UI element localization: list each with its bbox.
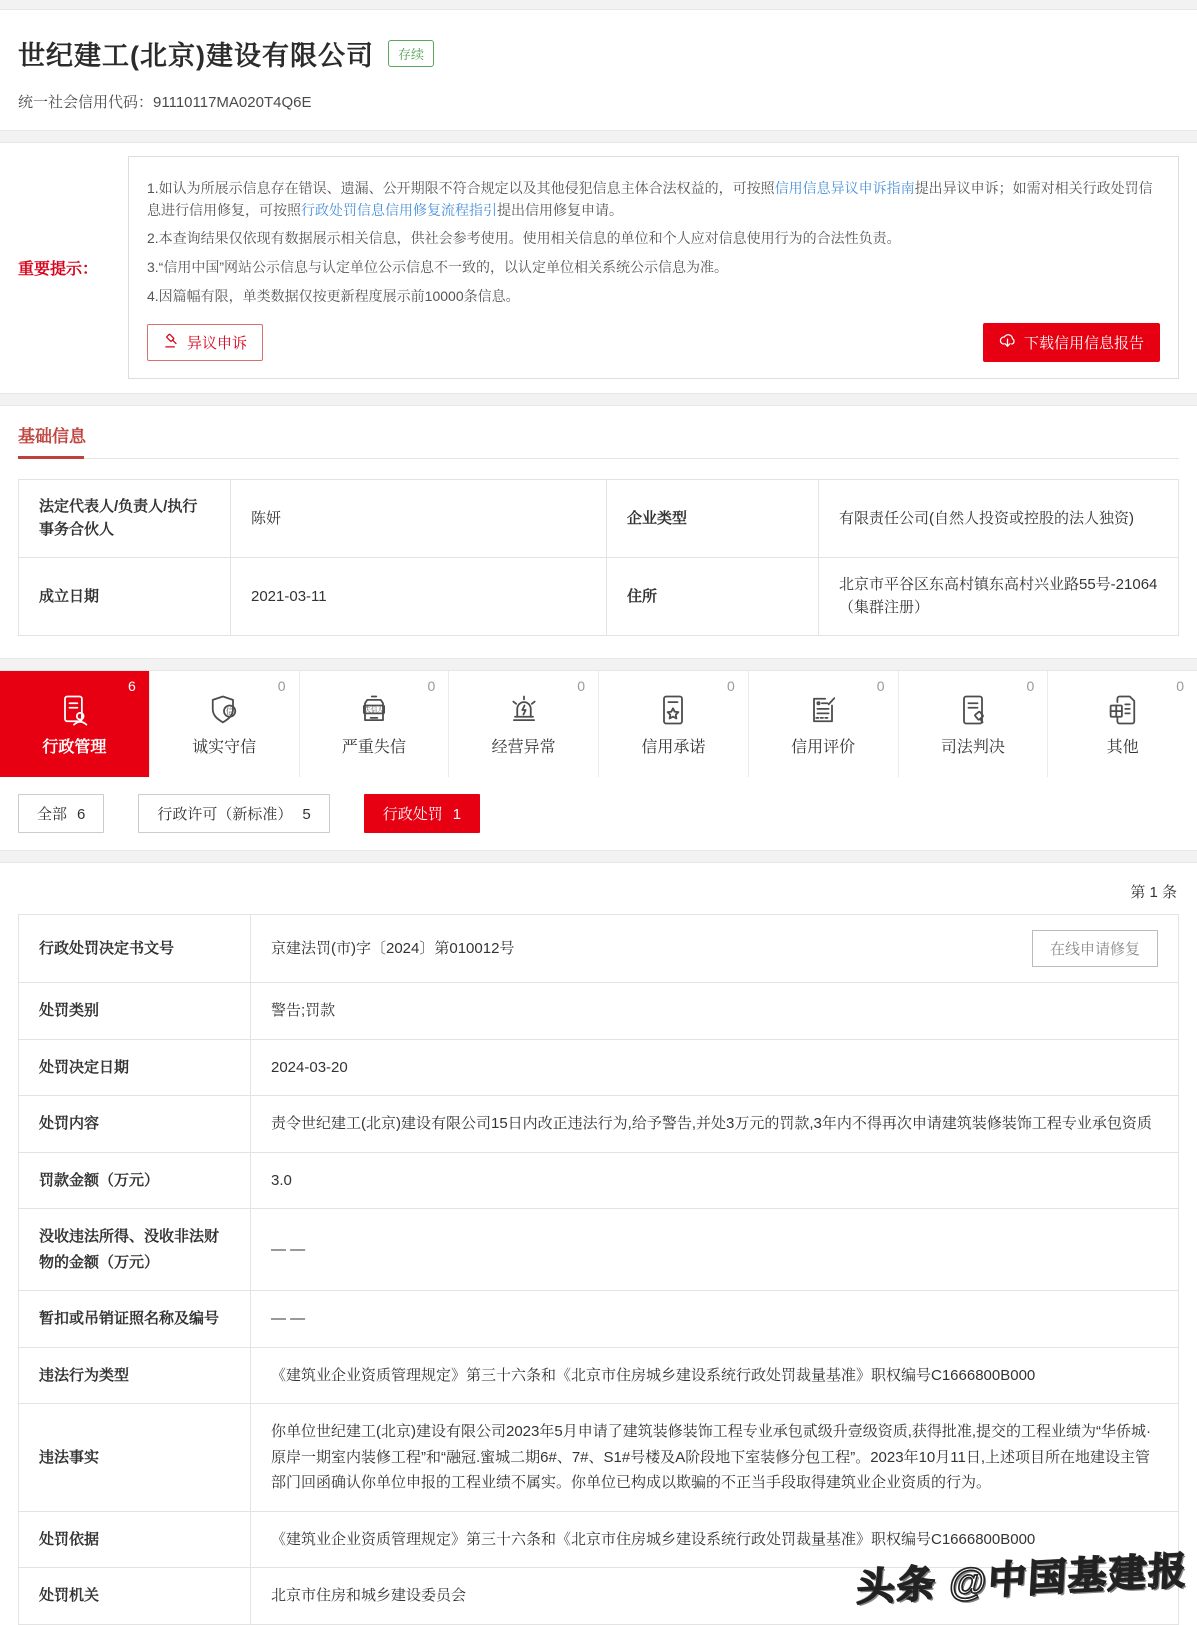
credit-code-value: 91110117MA020T4Q6E	[153, 94, 312, 111]
section-divider	[0, 850, 1197, 863]
table-row	[19, 1152, 1179, 1209]
tab-admin-management[interactable]	[0, 671, 150, 777]
online-repair-button[interactable]: 在线申请修复	[1032, 930, 1158, 967]
field-value: 北京市住房和城乡建设委员会	[251, 1568, 1179, 1625]
gavel-icon	[163, 332, 180, 353]
document-pencil-icon	[805, 691, 841, 729]
record-index: 第 1 条	[1130, 884, 1177, 902]
dishonest-list-icon	[356, 691, 392, 729]
field-label: 违法行为类型	[19, 1347, 251, 1404]
field-value: 2021-03-11	[231, 558, 607, 636]
tab-count: 0	[1176, 678, 1184, 695]
notice-item-3: 3.“信用中国”网站公示信息与认定单位公示信息不一致的，以认定单位相关系统公示信息为准。	[147, 259, 728, 276]
table-row	[19, 1511, 1179, 1568]
credit-code-line	[18, 91, 1179, 112]
field-value: 《建筑业企业资质管理规定》第三十六条和《北京市住房城乡建设系统行政处罚裁量基准》职权编号C1666800B000	[251, 1347, 1179, 1404]
status-badge: 存续	[388, 40, 434, 67]
download-report-button[interactable]	[983, 323, 1160, 362]
record-filters	[0, 777, 1197, 850]
field-label: 没收违法所得、没收非法财物的金额（万元）	[19, 1209, 251, 1291]
field-label: 处罚机关	[19, 1568, 251, 1625]
filter-label: 全部	[37, 806, 68, 824]
tab-label: 严重失信	[341, 739, 406, 757]
svg-text:信: 信	[225, 707, 234, 717]
filter-admin-license-button[interactable]	[138, 794, 329, 833]
filter-admin-penalty-button[interactable]	[364, 794, 480, 833]
field-label: 处罚内容	[19, 1096, 251, 1153]
table-row	[19, 915, 1179, 983]
field-label: 成立日期	[19, 558, 231, 636]
field-label: 处罚决定日期	[19, 1039, 251, 1096]
penalty-doc-number: 京建法罚(市)字〔2024〕第010012号	[271, 940, 515, 958]
page-title: 世纪建工(北京)建设有限公司	[18, 41, 374, 71]
appeal-guide-link[interactable]: 信用信息异议申诉指南	[774, 180, 915, 196]
tab-label: 其他	[1106, 739, 1139, 757]
field-label: 暂扣或吊销证照名称及编号	[19, 1291, 251, 1348]
filter-label: 行政许可（新标准）	[157, 806, 293, 824]
field-value	[251, 915, 1179, 983]
notice-text: 1.如认为所展示信息存在错误、遗漏、公开期限不符合规定以及其他侵犯信息主体合法权益的，可按照	[147, 180, 775, 196]
table-row	[19, 1568, 1179, 1625]
appeal-button[interactable]	[147, 324, 263, 361]
tab-label: 信用评价	[791, 739, 856, 757]
field-value: 《建筑业企业资质管理规定》第三十六条和《北京市住房城乡建设系统行政处罚裁量基准》职权编号C1666800B000	[251, 1511, 1179, 1568]
filter-count: 1	[452, 806, 462, 824]
filter-label: 行政处罚	[382, 806, 443, 824]
tab-count: 0	[427, 678, 436, 695]
notice-text: 提出信用修复申请。	[497, 201, 623, 218]
section-divider	[0, 658, 1197, 671]
tab-label: 经营异常	[491, 739, 556, 757]
field-value: — —	[251, 1209, 1179, 1291]
toutiao-watermark: 头条 @中国基建报	[856, 1550, 1190, 1610]
document-gavel-icon	[955, 691, 991, 729]
notice-label: 重要提示：	[18, 261, 99, 279]
field-value: 有限责任公司(自然人投资或控股的法人独资)	[819, 480, 1179, 558]
table-row	[19, 480, 1179, 558]
filter-all-button[interactable]	[18, 794, 104, 833]
table-row	[19, 1291, 1179, 1348]
tab-serious-dishonesty[interactable]	[300, 671, 450, 777]
category-tabs	[0, 671, 1197, 777]
shield-trust-icon	[206, 691, 242, 729]
notice-item-4: 4.因篇幅有限，单类数据仅按更新程度展示前10000条信息。	[147, 287, 520, 304]
field-label: 处罚类别	[19, 983, 251, 1040]
table-row	[19, 983, 1179, 1040]
table-row	[19, 1039, 1179, 1096]
basic-info-title: 基础信息	[18, 427, 86, 447]
alarm-siren-icon	[506, 691, 542, 729]
table-row	[19, 1404, 1179, 1512]
document-grid-icon	[1105, 691, 1141, 729]
title-underline	[18, 458, 1179, 459]
tab-label: 信用承诺	[641, 739, 706, 757]
field-label: 住所	[607, 558, 819, 636]
basic-info-section	[0, 406, 1197, 658]
repair-guide-link[interactable]: 行政处罚信息信用修复流程指引	[301, 201, 497, 218]
company-header	[0, 10, 1197, 130]
notice-item-1	[147, 178, 1160, 221]
tab-credit-commitment[interactable]	[599, 671, 749, 777]
appeal-button-label: 异议申诉	[187, 335, 248, 353]
filter-count: 6	[77, 806, 86, 824]
tab-count: 0	[876, 678, 885, 695]
credit-code-label: 统一社会信用代码：	[18, 94, 154, 111]
basic-info-table	[18, 479, 1179, 636]
table-row	[19, 1209, 1179, 1291]
notice-item-2: 2.本查询结果仅依现有数据展示相关信息，供社会参考使用。使用相关信息的单位和个人应对信息使用行为的合法性负责。	[147, 230, 901, 247]
tab-credit-evaluation[interactable]	[749, 671, 899, 777]
field-value: 北京市平谷区东高村镇东高村兴业路55号-21064（集群注册）	[819, 558, 1179, 636]
tab-count: 0	[1026, 678, 1035, 695]
field-label: 法定代表人/负责人/执行事务合伙人	[19, 480, 231, 558]
tab-honesty[interactable]	[150, 671, 300, 777]
field-value: 你单位世纪建工(北京)建设有限公司2023年5月申请了建筑装修装饰工程专业承包贰级升壹级资质,获得批准,提交的工程业绩为“华侨城·原岸一期室内装修工程”和“融冠.蜜城二期6#、7#、S1#号楼及A阶段地下室装修分包工程”。2023年10月11日,上述项目所在地建设主管部门回函确认你单位申报的工程业绩不属实。你单位已构成以欺骗的不正当手段取得建筑业企业资质的行为。	[251, 1404, 1179, 1512]
section-divider	[0, 393, 1197, 406]
penalty-record-section	[0, 863, 1197, 1625]
tab-count: 0	[726, 678, 735, 695]
tab-count: 0	[577, 678, 585, 695]
svg-text:失信人: 失信人	[364, 707, 384, 715]
document-star-icon	[655, 691, 691, 729]
penalty-record-table	[18, 914, 1179, 1625]
field-value: 陈妍	[231, 480, 607, 558]
field-label: 罚款金额（万元）	[19, 1152, 251, 1209]
table-row	[19, 558, 1179, 636]
document-person-icon	[56, 691, 92, 729]
field-label: 违法事实	[19, 1404, 251, 1512]
table-row	[19, 1347, 1179, 1404]
field-value: 警告;罚款	[251, 983, 1179, 1040]
important-notice-section	[0, 143, 1197, 393]
notice-text: 提出异议申诉；如需对相关行政处罚信息进行信用修复，可按照	[147, 180, 1153, 218]
field-label: 企业类型	[607, 480, 819, 558]
tab-label: 行政管理	[42, 739, 107, 757]
field-value: — —	[251, 1291, 1179, 1348]
section-divider	[0, 130, 1197, 143]
tab-count: 6	[127, 678, 136, 695]
download-button-label: 下载信用信息报告	[1023, 335, 1144, 353]
field-value: 责令世纪建工(北京)建设有限公司15日内改正违法行为,给予警告,并处3万元的罚款,3年内不得再次申请建筑装修装饰工程专业承包资质	[251, 1096, 1179, 1153]
table-row	[19, 1096, 1179, 1153]
filter-count: 5	[302, 806, 311, 824]
field-label: 处罚依据	[19, 1511, 251, 1568]
notice-box	[128, 156, 1179, 379]
tab-abnormal-operation[interactable]	[449, 671, 599, 777]
tab-count: 0	[277, 678, 286, 695]
field-label: 行政处罚决定书文号	[19, 915, 251, 983]
tab-other[interactable]	[1048, 671, 1197, 777]
download-icon	[999, 332, 1016, 353]
tab-label: 诚实守信	[192, 739, 257, 757]
tab-label: 司法判决	[940, 739, 1005, 757]
field-value: 2024-03-20	[251, 1039, 1179, 1096]
top-divider	[0, 0, 1197, 10]
tab-judicial-judgment[interactable]	[899, 671, 1049, 777]
field-value: 3.0	[251, 1152, 1179, 1209]
